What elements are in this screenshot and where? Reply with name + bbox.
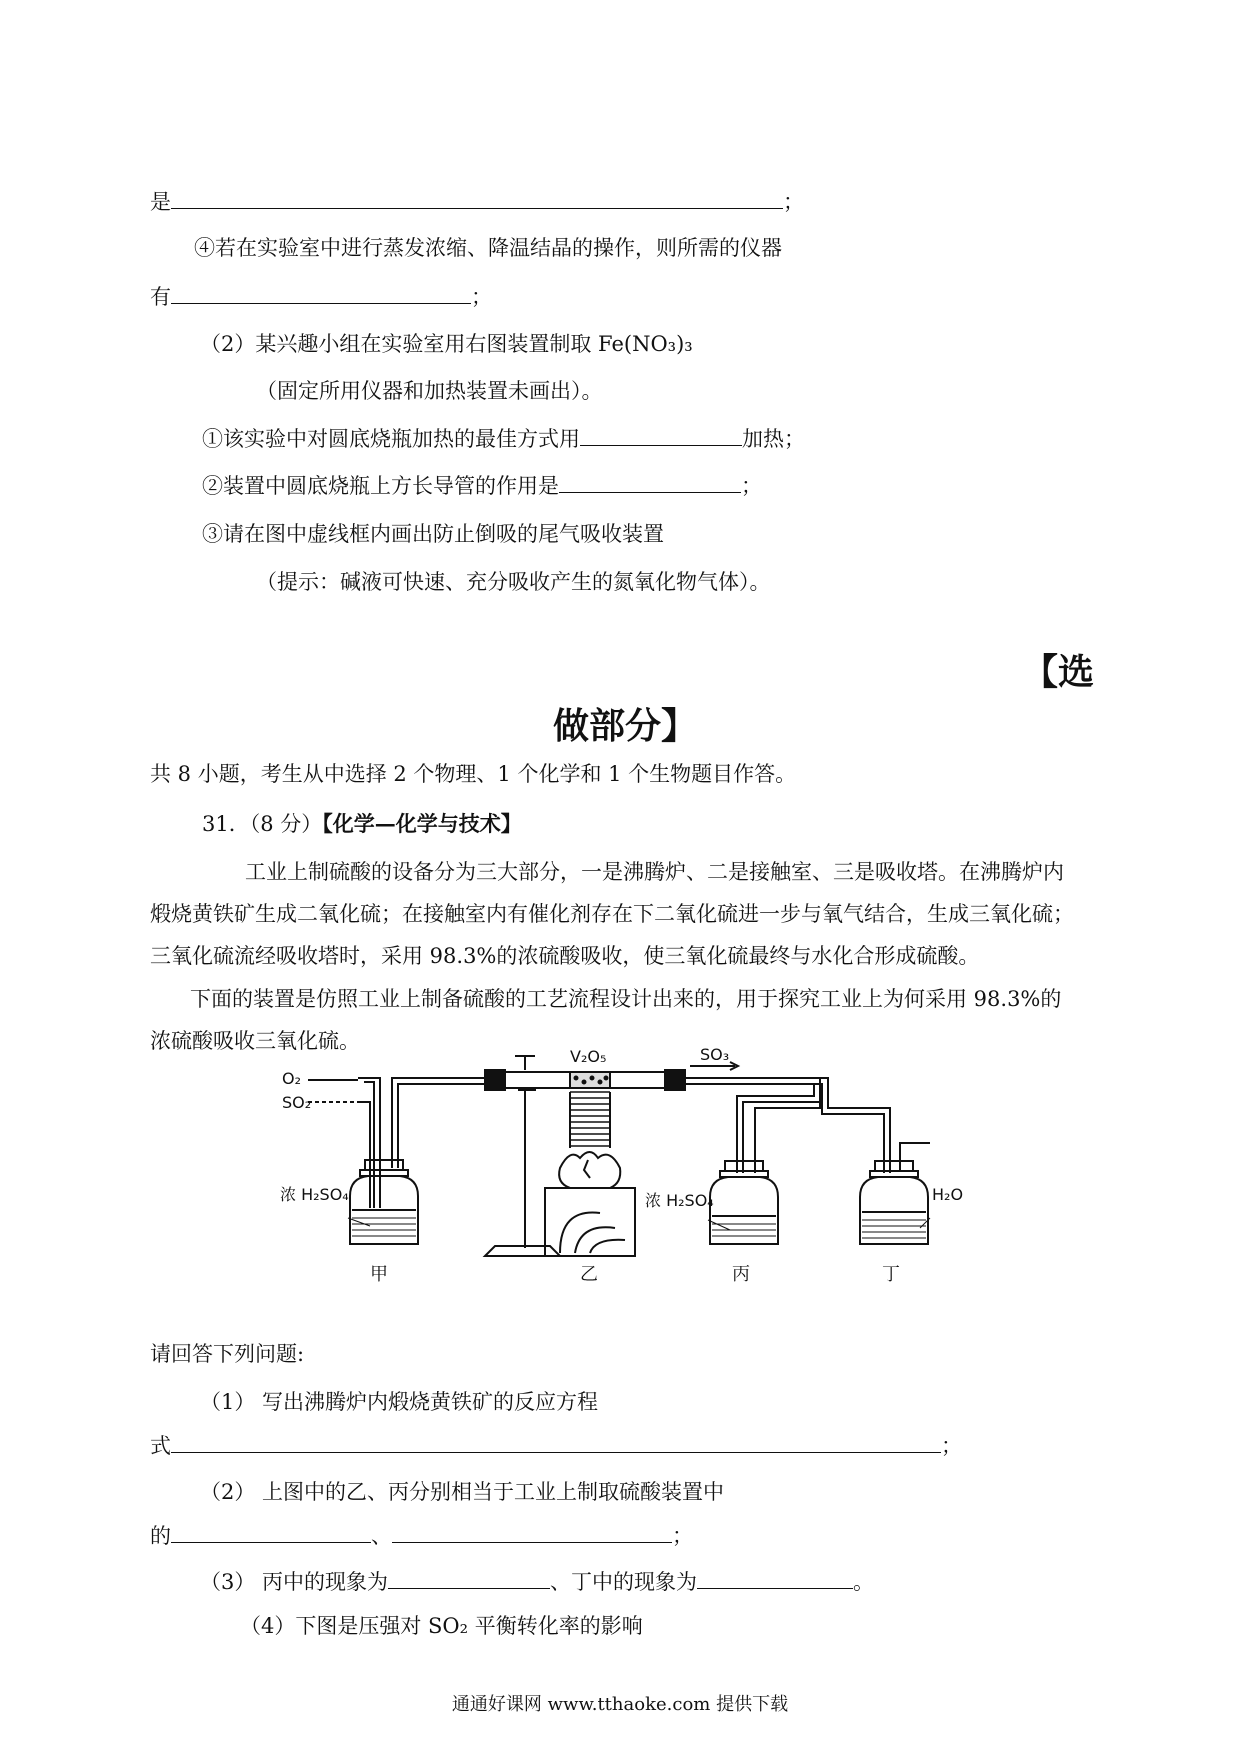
question-text: （提示：碱液可快速、充分吸收产生的氮氧化物气体）。 [256,570,771,594]
sub-question-2: （2） 上图中的乙、丙分别相当于工业上制取硫酸装置中 [200,1480,725,1504]
conc-h2so4-label: 浓 H₂SO₄ [645,1191,714,1210]
answer-blank[interactable] [171,188,783,209]
sub-question-1: （1） 写出沸腾炉内煅烧黄铁矿的反应方程 [200,1390,599,1414]
question-text: （2）某兴趣小组在实验室用右图装置制取 Fe(NO₃)₃ [200,332,693,356]
question-text: （固定所用仪器和加热装置未画出）。 [256,379,603,403]
question-text: ④若在实验室中进行蒸发浓缩、降温结晶的操作，则所需的仪器 [194,236,782,260]
apparatus-label-ding: 丁 [882,1264,900,1285]
paragraph-line: 三氧化硫流经吸收塔时，采用 98.3%的浓硫酸吸收，使三氧化硫最终与水化合形成硫酸。 [150,944,980,968]
paragraph-line: 工业上制硫酸的设备分为三大部分，一是沸腾炉、二是接触室、三是吸收塔。在沸腾炉内 [245,860,1064,884]
line-suffix: ； [471,285,492,309]
question-number: 31．（8 分） [202,812,323,836]
apparatus-label-yi: 乙 [580,1264,598,1285]
answer-blank[interactable] [392,1522,672,1543]
line-prefix: （3） 丙中的现象为 [200,1570,389,1594]
section-title-part2: 做部分】 [553,705,698,747]
line-prefix: 式 [150,1434,171,1458]
paragraph-line: 浓硫酸吸收三氧化硫。 [150,1029,360,1053]
line-mid: 、丁中的现象为 [550,1570,698,1594]
conc-h2so4-label: 浓 H₂SO₄ [280,1185,349,1204]
question-topic: 【化学—化学与技术】 [322,811,522,836]
question-text: ③请在图中虚线框内画出防止倒吸的尾气吸收装置 [202,522,664,546]
line-suffix: 。 [853,1570,875,1594]
answer-blank[interactable] [559,472,741,493]
line-prefix: 的 [150,1524,171,1548]
v2o5-label: V₂O₅ [570,1048,607,1066]
answer-blank[interactable] [171,1522,371,1543]
answer-blank[interactable] [171,1432,941,1453]
answer-blank[interactable] [580,425,742,446]
line-mid: 、 [371,1524,392,1548]
apparatus-label-jia: 甲 [370,1264,388,1285]
answer-line-3 [202,425,805,453]
apparatus-diagram [280,1048,1020,1298]
paragraph-line: 下面的装置是仿照工业上制备硫酸的工艺流程设计出来的，用于探究工业上为何采用 98.3%的 [190,987,1062,1011]
answer-line-1 [150,188,804,216]
apparatus-label-bing: 丙 [732,1264,750,1285]
h2o-label: H₂O [932,1185,964,1204]
page-footer: 通通好课网 www.tthaoke.com 提供下载 [451,1694,789,1715]
section-title-part1: 【选 [1022,651,1095,693]
answer-blank[interactable] [171,283,471,304]
answer-blank[interactable] [388,1568,550,1589]
line-suffix: ； [672,1524,693,1548]
line-suffix: ； [783,190,804,214]
answer-line-sub3 [200,1568,874,1596]
question-31-header [202,810,522,838]
line-prefix: ②装置中圆底烧瓶上方长导管的作用是 [202,474,559,498]
line-suffix: 加热； [742,427,805,451]
question-prompt: 请回答下列问题: [150,1342,305,1366]
line-suffix: ； [941,1434,962,1458]
sub-question-4: （4）下图是压强对 SO₂ 平衡转化率的影响 [240,1614,643,1638]
line-suffix: ； [741,474,762,498]
so2-label: SO₂ [282,1093,312,1112]
so3-label: SO₃ [700,1048,730,1064]
line-prefix: 有 [150,285,171,309]
line-prefix: ①该实验中对圆底烧瓶加热的最佳方式用 [202,427,580,451]
answer-line-sub2 [150,1522,693,1550]
line-prefix: 是 [150,190,171,214]
answer-blank[interactable] [697,1568,853,1589]
o2-label: O₂ [282,1069,302,1088]
answer-line-4 [202,472,762,500]
section-instruction: 共 8 小题，考生从中选择 2 个物理、1 个化学和 1 个生物题目作答。 [150,762,797,786]
answer-line-sub1 [150,1432,962,1460]
answer-line-2 [150,283,492,311]
paragraph-line: 煅烧黄铁矿生成二氧化硫；在接触室内有催化剂存在下二氧化硫进一步与氧气结合，生成三氧化硫； [150,902,1074,926]
